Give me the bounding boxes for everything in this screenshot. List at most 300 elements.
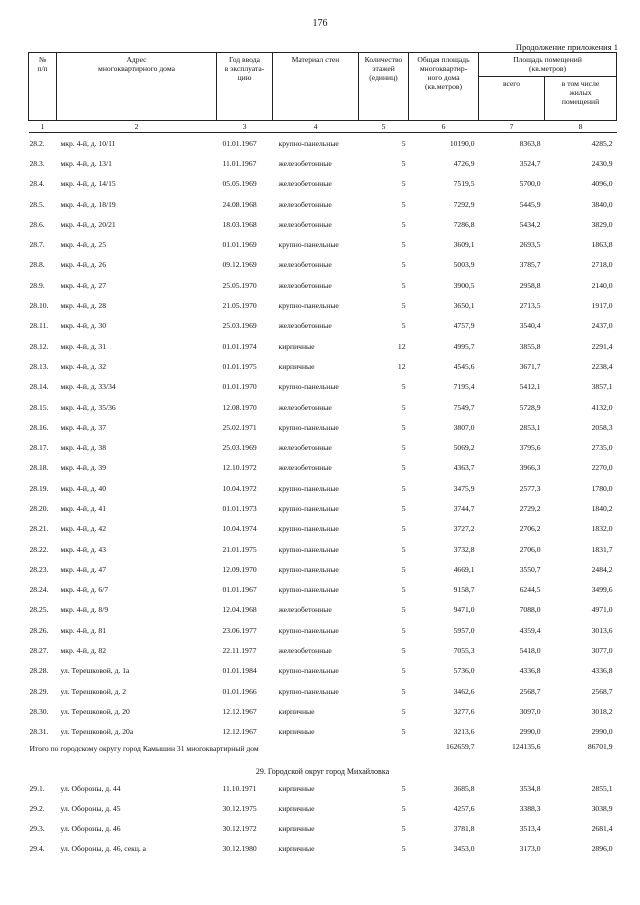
table-cell: 5 (401, 199, 406, 209)
table-cell: ул. Терешковой, д. 20 (60, 706, 130, 716)
table-cell: 2706,0 (519, 544, 541, 554)
table-cell: 3499,6 (591, 585, 613, 595)
table-cell: 5 (401, 240, 406, 250)
table-cell: железобетонные (278, 646, 332, 656)
table-cell: 3829,0 (591, 219, 613, 229)
table-cell: 3388,3 (519, 803, 541, 813)
table-cell: 2958,8 (519, 280, 541, 290)
table-row (29, 620, 617, 640)
table-row (29, 600, 617, 620)
total-area-sum: 162659,7 (446, 741, 475, 751)
table-cell: мкр. 4-й, д. 10/11 (60, 138, 116, 148)
table-cell: 28.20. (29, 503, 49, 513)
table-cell: 9471,0 (453, 605, 475, 615)
table-cell: железобетонные (278, 605, 332, 615)
table-cell: 5 (401, 463, 406, 473)
table-cell: мкр. 4-й, д. 18/19 (60, 199, 116, 209)
table-cell: 2058,3 (591, 422, 613, 432)
table-cell: 28.24. (29, 585, 49, 595)
table-cell: 3609,1 (453, 240, 475, 250)
table-cell: 21.01.1975 (222, 544, 257, 554)
table-cell: мкр. 4-й, д. 37 (60, 422, 107, 432)
table-row (29, 478, 617, 498)
table-cell: 5 (401, 824, 406, 834)
col-number: 2 (57, 121, 217, 133)
table-cell: 5 (401, 564, 406, 574)
table-cell: 7292,9 (453, 199, 475, 209)
table-cell: мкр. 4-й, д. 14/15 (60, 179, 116, 189)
table-cell: 2437,0 (591, 321, 613, 331)
table-cell: железобетонные (278, 321, 332, 331)
table-cell: 5 (401, 844, 406, 854)
column-number-row (29, 121, 617, 133)
header-year: Год ввода в эксплуата- цию (217, 53, 273, 121)
table-cell: 28.18. (29, 463, 49, 473)
table-cell: 3650,1 (453, 301, 475, 311)
table-cell: 4096,0 (591, 179, 613, 189)
table-row (29, 417, 617, 437)
table-row (29, 701, 617, 721)
table-cell: 2990,0 (591, 727, 613, 737)
table-row (29, 798, 617, 818)
table-cell: 3855,8 (519, 341, 541, 351)
table-cell: железобетонные (278, 158, 332, 168)
table-cell: 3550,7 (519, 564, 541, 574)
table-row (29, 234, 617, 254)
table-cell: 29.1. (29, 783, 45, 793)
table-row (29, 295, 617, 315)
table-cell: 3840,0 (591, 199, 613, 209)
table-cell: мкр. 4-й, д. 41 (60, 503, 107, 513)
table-cell: мкр. 4-й, д. 13/1 (60, 158, 112, 168)
table-cell: 28.4. (29, 179, 45, 189)
table-cell: железобетонные (278, 443, 332, 453)
table-cell: 5445,9 (519, 199, 541, 209)
table-cell: 28.21. (29, 524, 49, 534)
table-cell: мкр. 4-й, д. 27 (60, 280, 107, 290)
table-cell: 5 (401, 803, 406, 813)
table-cell: мкр. 4-й, д. 82 (60, 646, 107, 656)
table-cell: 6244,5 (519, 585, 541, 595)
table-cell: 3966,3 (519, 463, 541, 473)
table-row (29, 640, 617, 660)
table-cell: 2430,9 (591, 158, 613, 168)
table-cell: 01.01.1967 (222, 138, 257, 148)
table-cell: крупно-панельные (278, 625, 339, 635)
table-cell: 25.02.1971 (222, 422, 257, 432)
col-number: 6 (409, 121, 479, 133)
table-cell: 22.11.1977 (222, 646, 257, 656)
table-row (29, 580, 617, 600)
table-cell: 4359,4 (519, 625, 541, 635)
table-cell: 2718,0 (591, 260, 613, 270)
table-cell: ул. Обороны, д. 44 (60, 783, 121, 793)
table-cell: 11.10.1971 (222, 783, 257, 793)
table-cell: 3038,9 (591, 803, 613, 813)
table-cell: 01.01.1975 (222, 361, 257, 371)
table-cell: 28.8. (29, 260, 45, 270)
table-cell: 5 (401, 483, 406, 493)
table-cell: 5 (401, 321, 406, 331)
table-cell: 5434,2 (519, 219, 541, 229)
header-address: Адрес многоквартирного дома (57, 53, 217, 121)
table-cell: 1840,2 (591, 503, 613, 513)
table-cell: 12.12.1967 (222, 706, 257, 716)
housing-table-wrapper (28, 52, 616, 859)
table-cell: кирпичные (278, 341, 315, 351)
table-cell: мкр. 4-й, д. 33/34 (60, 382, 116, 392)
table-body (29, 121, 617, 860)
table-cell: 25.05.1970 (222, 280, 257, 290)
table-cell: 4995,7 (453, 341, 475, 351)
table-cell: мкр. 4-й, д. 32 (60, 361, 107, 371)
total-row (29, 742, 617, 766)
table-cell: мкр. 4-й, д. 30 (60, 321, 107, 331)
table-cell: крупно-панельные (278, 564, 339, 574)
table-cell: мкр. 4-й, д. 39 (60, 463, 107, 473)
table-cell: 01.01.1969 (222, 240, 257, 250)
table-cell: 4257,6 (453, 803, 475, 813)
table-cell: 28.10. (29, 301, 49, 311)
table-cell: 3795,6 (519, 443, 541, 453)
table-cell: 28.5. (29, 199, 45, 209)
table-cell: 2681,4 (591, 824, 613, 834)
table-cell: 5 (401, 686, 406, 696)
table-cell: 5 (401, 605, 406, 615)
table-cell: 2706,2 (519, 524, 541, 534)
table-cell: 28.31. (29, 727, 49, 737)
table-row (29, 519, 617, 539)
table-cell: 28.3. (29, 158, 45, 168)
table-cell: 5 (401, 503, 406, 513)
table-cell: 12.09.1970 (222, 564, 257, 574)
table-cell: ул. Терешковой, д. 20а (60, 727, 134, 737)
table-cell: 4336,8 (591, 666, 613, 676)
table-cell: 4363,7 (453, 463, 475, 473)
table-cell: 23.06.1977 (222, 625, 257, 635)
table-cell: 3900,5 (453, 280, 475, 290)
table-cell: 01.01.1970 (222, 382, 257, 392)
table-cell: 2713,5 (519, 301, 541, 311)
total-label: Итого по городскому округу город Камышин 31 многоквартирный дом (29, 743, 259, 753)
table-cell: 5 (401, 219, 406, 229)
table-cell: 5 (401, 706, 406, 716)
table-cell: 28.15. (29, 402, 49, 412)
table-cell: 30.12.1972 (222, 824, 257, 834)
table-cell: кирпичные (278, 803, 315, 813)
table-cell: кирпичные (278, 783, 315, 793)
table-cell: 5 (401, 280, 406, 290)
table-cell: 30.12.1975 (222, 803, 257, 813)
table-row (29, 498, 617, 518)
table-cell: 24.08.1968 (222, 199, 257, 209)
table-cell: 12.04.1968 (222, 605, 257, 615)
table-cell: крупно-панельные (278, 240, 339, 250)
table-cell: 28.7. (29, 240, 45, 250)
table-cell: 28.25. (29, 605, 49, 615)
table-cell: 12 (397, 341, 406, 351)
header-floors: Количество этажей (единиц) (359, 53, 409, 121)
table-cell: 5 (401, 179, 406, 189)
table-cell: мкр. 4-й, д. 35/36 (60, 402, 116, 412)
col-number: 3 (217, 121, 273, 133)
table-cell: 4669,1 (453, 564, 475, 574)
table-cell: 3727,2 (453, 524, 475, 534)
table-cell: 2577,3 (519, 483, 541, 493)
table-cell: 5 (401, 783, 406, 793)
table-cell: 2896,0 (591, 844, 613, 854)
table-cell: 3540,4 (519, 321, 541, 331)
table-cell: 2568,7 (591, 686, 613, 696)
table-cell: 3097,0 (519, 706, 541, 716)
table-cell: 12 (397, 361, 406, 371)
table-cell: 2568,7 (519, 686, 541, 696)
table-cell: 2291,4 (591, 341, 613, 351)
table-row (29, 839, 617, 859)
header-material: Материал стен (273, 53, 359, 121)
table-cell: 7286,8 (453, 219, 475, 229)
table-cell: 05.05.1969 (222, 179, 257, 189)
table-row (29, 377, 617, 397)
table-row (29, 316, 617, 336)
table-cell: 09.12.1969 (222, 260, 257, 270)
table-cell: 5 (401, 158, 406, 168)
table-cell: 3744,7 (453, 503, 475, 513)
table-cell: 7519,5 (453, 179, 475, 189)
table-cell: 4336,8 (519, 666, 541, 676)
table-cell: 10190,0 (449, 138, 475, 148)
table-cell: железобетонные (278, 280, 332, 290)
section-title: 29. Городской округ город Михайловка (255, 767, 390, 777)
table-cell: 4285,2 (591, 138, 613, 148)
table-cell: крупно-панельные (278, 422, 339, 432)
table-cell: 1863,8 (591, 240, 613, 250)
table-cell: 10.04.1972 (222, 483, 257, 493)
table-cell: мкр. 4-й, д. 42 (60, 524, 107, 534)
col-number: 1 (29, 121, 57, 133)
table-cell: 28.2. (29, 138, 45, 148)
table-cell: мкр. 4-й, д. 43 (60, 544, 107, 554)
table-cell: 5 (401, 524, 406, 534)
table-cell: 2140,0 (591, 280, 613, 290)
table-row (29, 539, 617, 559)
table-cell: 5 (401, 138, 406, 148)
table-cell: крупно-панельные (278, 666, 339, 676)
table-cell: 01.01.1966 (222, 686, 257, 696)
table-cell: 28.6. (29, 219, 45, 229)
table-cell: крупно-панельные (278, 483, 339, 493)
table-cell: крупно-панельные (278, 544, 339, 554)
continuation-note: Продолжение приложения 1 (515, 42, 618, 52)
table-cell: 5418,0 (519, 646, 541, 656)
table-cell: 3781,8 (453, 824, 475, 834)
table-cell: 5 (401, 625, 406, 635)
table-cell: 18.03.1968 (222, 219, 257, 229)
table-cell: 28.16. (29, 422, 49, 432)
table-cell: 28.29. (29, 686, 49, 696)
table-cell: крупно-панельные (278, 138, 339, 148)
table-cell: 28.26. (29, 625, 49, 635)
table-cell: 28.28. (29, 666, 49, 676)
table-cell: 28.22. (29, 544, 49, 554)
col-number: 4 (273, 121, 359, 133)
table-cell: 7055,3 (453, 646, 475, 656)
table-cell: 12.08.1970 (222, 402, 257, 412)
table-row (29, 722, 617, 742)
table-cell: 3671,7 (519, 361, 541, 371)
table-cell: 2990,0 (519, 727, 541, 737)
table-cell: 5 (401, 382, 406, 392)
table-cell: крупно-панельные (278, 382, 339, 392)
col-number: 5 (359, 121, 409, 133)
page-number: 176 (312, 18, 328, 29)
table-cell: 9158,7 (453, 585, 475, 595)
table-cell: мкр. 4-й, д. 6/7 (60, 585, 109, 595)
table-cell: 3785,7 (519, 260, 541, 270)
table-cell: 3018,2 (591, 706, 613, 716)
table-row (29, 153, 617, 173)
table-cell: 5 (401, 727, 406, 737)
table-cell: 28.19. (29, 483, 49, 493)
table-cell: 2693,5 (519, 240, 541, 250)
table-cell: мкр. 4-й, д. 28 (60, 301, 107, 311)
table-cell: 7088,0 (519, 605, 541, 615)
table-row (29, 194, 617, 214)
table-cell: 5 (401, 585, 406, 595)
table-cell: 2853,1 (519, 422, 541, 432)
table-cell: 4726,9 (453, 158, 475, 168)
table-row (29, 437, 617, 457)
table-row (29, 661, 617, 681)
header-all: всего (479, 77, 545, 121)
table-cell: 2855,1 (591, 783, 613, 793)
table-cell: железобетонные (278, 463, 332, 473)
table-cell: 3213,6 (453, 727, 475, 737)
table-cell: 29.3. (29, 824, 45, 834)
table-cell: кирпичные (278, 844, 315, 854)
table-row (29, 336, 617, 356)
table-cell: 3685,8 (453, 783, 475, 793)
table-cell: 2729,2 (519, 503, 541, 513)
table-cell: 28.27. (29, 646, 49, 656)
table-cell: 12.10.1972 (222, 463, 257, 473)
table-cell: 4545,6 (453, 361, 475, 371)
table-cell: крупно-панельные (278, 301, 339, 311)
table-cell: мкр. 4-й, д. 25 (60, 240, 107, 250)
table-cell: 4971,0 (591, 605, 613, 615)
table-cell: 1917,0 (591, 301, 613, 311)
table-cell: 25.03.1969 (222, 443, 257, 453)
col-number: 7 (479, 121, 545, 133)
table-cell: 5 (401, 301, 406, 311)
table-cell: мкр. 4-й, д. 40 (60, 483, 107, 493)
table-cell: 5003,9 (453, 260, 475, 270)
table-cell: 3173,0 (519, 844, 541, 854)
table-cell: 28.12. (29, 341, 49, 351)
table-cell: 7195,4 (453, 382, 475, 392)
table-row (29, 133, 617, 154)
table-cell: 28.13. (29, 361, 49, 371)
table-cell: 01.01.1974 (222, 341, 257, 351)
table-cell: крупно-панельные (278, 503, 339, 513)
table-cell: 2735,0 (591, 443, 613, 453)
housing-table (28, 52, 617, 859)
table-cell: 28.23. (29, 564, 49, 574)
table-cell: 5 (401, 260, 406, 270)
table-cell: кирпичные (278, 727, 315, 737)
table-cell: ул. Терешковой, д. 1а (60, 666, 130, 676)
header-rooms-area: Площадь помещений (кв.метров) (479, 53, 617, 77)
table-row (29, 778, 617, 798)
table-cell: 2270,0 (591, 463, 613, 473)
table-cell: ул. Обороны, д. 46 (60, 824, 121, 834)
table-cell: 01.01.1967 (222, 585, 257, 595)
table-row (29, 397, 617, 417)
table-cell: мкр. 4-й, д. 31 (60, 341, 107, 351)
table-cell: 28.9. (29, 280, 45, 290)
table-cell: 12.12.1967 (222, 727, 257, 737)
table-cell: ул. Обороны, д. 46, секц. а (60, 844, 147, 854)
table-row (29, 559, 617, 579)
table-cell: 5 (401, 646, 406, 656)
table-cell: железобетонные (278, 402, 332, 412)
table-row (29, 214, 617, 234)
table-cell: 28.14. (29, 382, 49, 392)
table-cell: 3732,8 (453, 544, 475, 554)
table-cell: 5 (401, 544, 406, 554)
table-cell: 5 (401, 402, 406, 412)
table-cell: 5069,2 (453, 443, 475, 453)
table-cell: кирпичные (278, 706, 315, 716)
table-cell: 29.4. (29, 844, 45, 854)
table-cell: железобетонные (278, 179, 332, 189)
table-cell: 2484,2 (591, 564, 613, 574)
table-cell: 3277,6 (453, 706, 475, 716)
table-row (29, 458, 617, 478)
table-cell: 4757,9 (453, 321, 475, 331)
table-cell: 5 (401, 443, 406, 453)
table-cell: 10.04.1974 (222, 524, 257, 534)
table-cell: 3013,6 (591, 625, 613, 635)
table-row (29, 356, 617, 376)
table-cell: 01.01.1984 (222, 666, 257, 676)
table-row (29, 174, 617, 194)
table-cell: мкр. 4-й, д. 8/9 (60, 605, 109, 615)
table-cell: крупно-панельные (278, 585, 339, 595)
total-living-sum: 86701,9 (587, 741, 613, 751)
table-cell: мкр. 4-й, д. 47 (60, 564, 107, 574)
table-cell: 1831,7 (591, 544, 613, 554)
table-cell: ул. Терешковой, д. 2 (60, 686, 127, 696)
table-cell: 30.12.1980 (222, 844, 257, 854)
table-cell: 5957,0 (453, 625, 475, 635)
table-cell: 5736,0 (453, 666, 475, 676)
table-cell: 01.01.1973 (222, 503, 257, 513)
table-cell: мкр. 4-й, д. 26 (60, 260, 107, 270)
table-cell: 5 (401, 422, 406, 432)
table-cell: кирпичные (278, 361, 315, 371)
table-cell: 29.2. (29, 803, 45, 813)
table-cell: 8363,8 (519, 138, 541, 148)
table-row (29, 681, 617, 701)
table-cell: 2238,4 (591, 361, 613, 371)
table-cell: мкр. 4-й, д. 38 (60, 443, 107, 453)
table-cell: железобетонные (278, 260, 332, 270)
header-living: в том числе жилых помещений (545, 77, 617, 121)
table-cell: 3524,7 (519, 158, 541, 168)
table-cell: 4132,0 (591, 402, 613, 412)
table-row (29, 275, 617, 295)
